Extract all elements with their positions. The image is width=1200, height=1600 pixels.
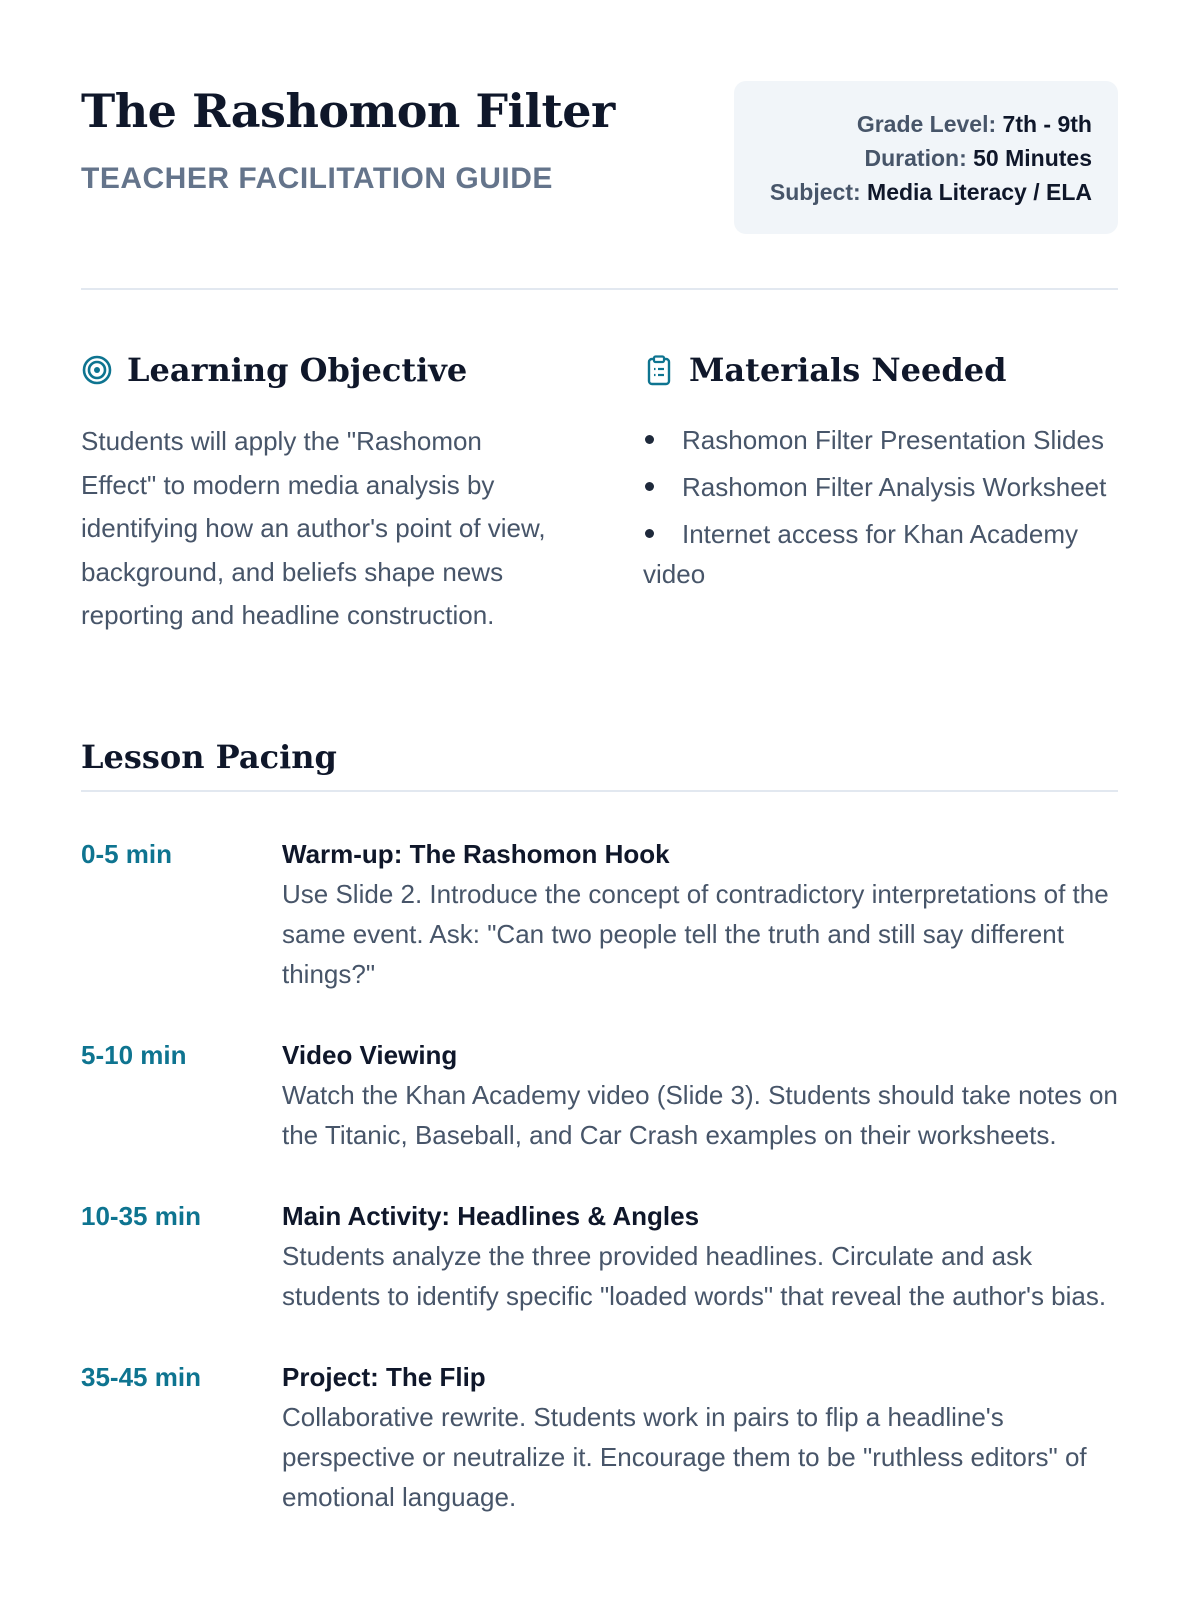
overview-columns	[81, 290, 1118, 730]
page-title: The Rashomon Filter	[81, 84, 615, 138]
pacing-body	[282, 1357, 1118, 1517]
lesson-meta-box	[734, 81, 1118, 234]
section-heading	[643, 350, 1118, 390]
materials-list	[643, 420, 1118, 594]
meta-key: Grade Level:	[856, 111, 997, 137]
pacing-list	[81, 834, 1118, 1517]
material-label: Rashomon Filter Presentation Slides	[682, 425, 1104, 455]
meta-key: Subject:	[769, 179, 861, 205]
lesson-pacing-section	[81, 738, 1118, 1517]
pacing-time: 5-10 min	[81, 1040, 187, 1070]
objective-text: Students will apply the "Rashomon Effect" to modern media analysis by identifying how an author's point of view, background, and beliefs shape news reporting and headline construction.	[81, 426, 546, 630]
pacing-description: Use Slide 2. Introduce the concept of contradictory interpretations of the same event. Ask: "Can two people tell the truth and still say different things?"	[282, 879, 1109, 989]
list-item	[643, 514, 1118, 594]
pacing-title: Project: The Flip	[282, 1362, 486, 1392]
meta-value: 50 Minutes	[973, 145, 1092, 171]
pacing-description: Watch the Khan Academy video (Slide 3). Students should take notes on the Titanic, Baseball, and Car Crash examples on their worksheets.	[282, 1080, 1118, 1150]
pacing-row	[81, 834, 1118, 994]
bullet-icon	[645, 482, 654, 491]
section-heading	[81, 350, 551, 390]
pacing-time: 0-5 min	[81, 839, 173, 869]
pacing-time: 35-45 min	[81, 1362, 201, 1392]
pacing-row	[81, 1196, 1118, 1316]
materials-section	[643, 350, 1118, 601]
meta-subject	[734, 175, 1092, 209]
meta-duration	[734, 141, 1092, 175]
header	[81, 0, 1118, 290]
pacing-row	[81, 1357, 1118, 1517]
page-subtitle: TEACHER FACILITATION GUIDE	[81, 162, 553, 195]
clipboard-icon	[643, 354, 675, 386]
pacing-title: Video Viewing	[282, 1040, 458, 1070]
material-label: Rashomon Filter Analysis Worksheet	[682, 472, 1107, 502]
pacing-description: Collaborative rewrite. Students work in pairs to flip a headline's perspective or neutralize it. Encourage them to be "ruthless editors" of emotional language.	[282, 1402, 1087, 1512]
list-item	[643, 467, 1118, 507]
meta-grade-level	[734, 107, 1092, 141]
pacing-row	[81, 1035, 1118, 1155]
target-icon	[81, 354, 113, 386]
pacing-body	[282, 1035, 1118, 1155]
meta-value: Media Literacy / ELA	[867, 179, 1092, 205]
section-title: Learning Objective	[127, 351, 468, 389]
section-title: Lesson Pacing	[81, 738, 1118, 792]
material-label: Internet access for Khan Academy video	[643, 519, 1078, 589]
meta-value: 7th - 9th	[1002, 111, 1092, 137]
pacing-time: 10-35 min	[81, 1201, 201, 1231]
bullet-icon	[645, 529, 654, 538]
pacing-description: Students analyze the three provided headlines. Circulate and ask students to identify specific "loaded words" that reveal the author's bias.	[282, 1241, 1107, 1311]
pacing-body	[282, 1196, 1118, 1316]
pacing-title: Main Activity: Headlines & Angles	[282, 1201, 700, 1231]
pacing-body	[282, 834, 1118, 994]
list-item	[643, 420, 1118, 460]
section-title: Materials Needed	[689, 351, 1007, 389]
bullet-icon	[645, 435, 654, 444]
learning-objective-section	[81, 350, 551, 638]
pacing-title: Warm-up: The Rashomon Hook	[282, 839, 670, 869]
meta-key: Duration:	[864, 145, 967, 171]
